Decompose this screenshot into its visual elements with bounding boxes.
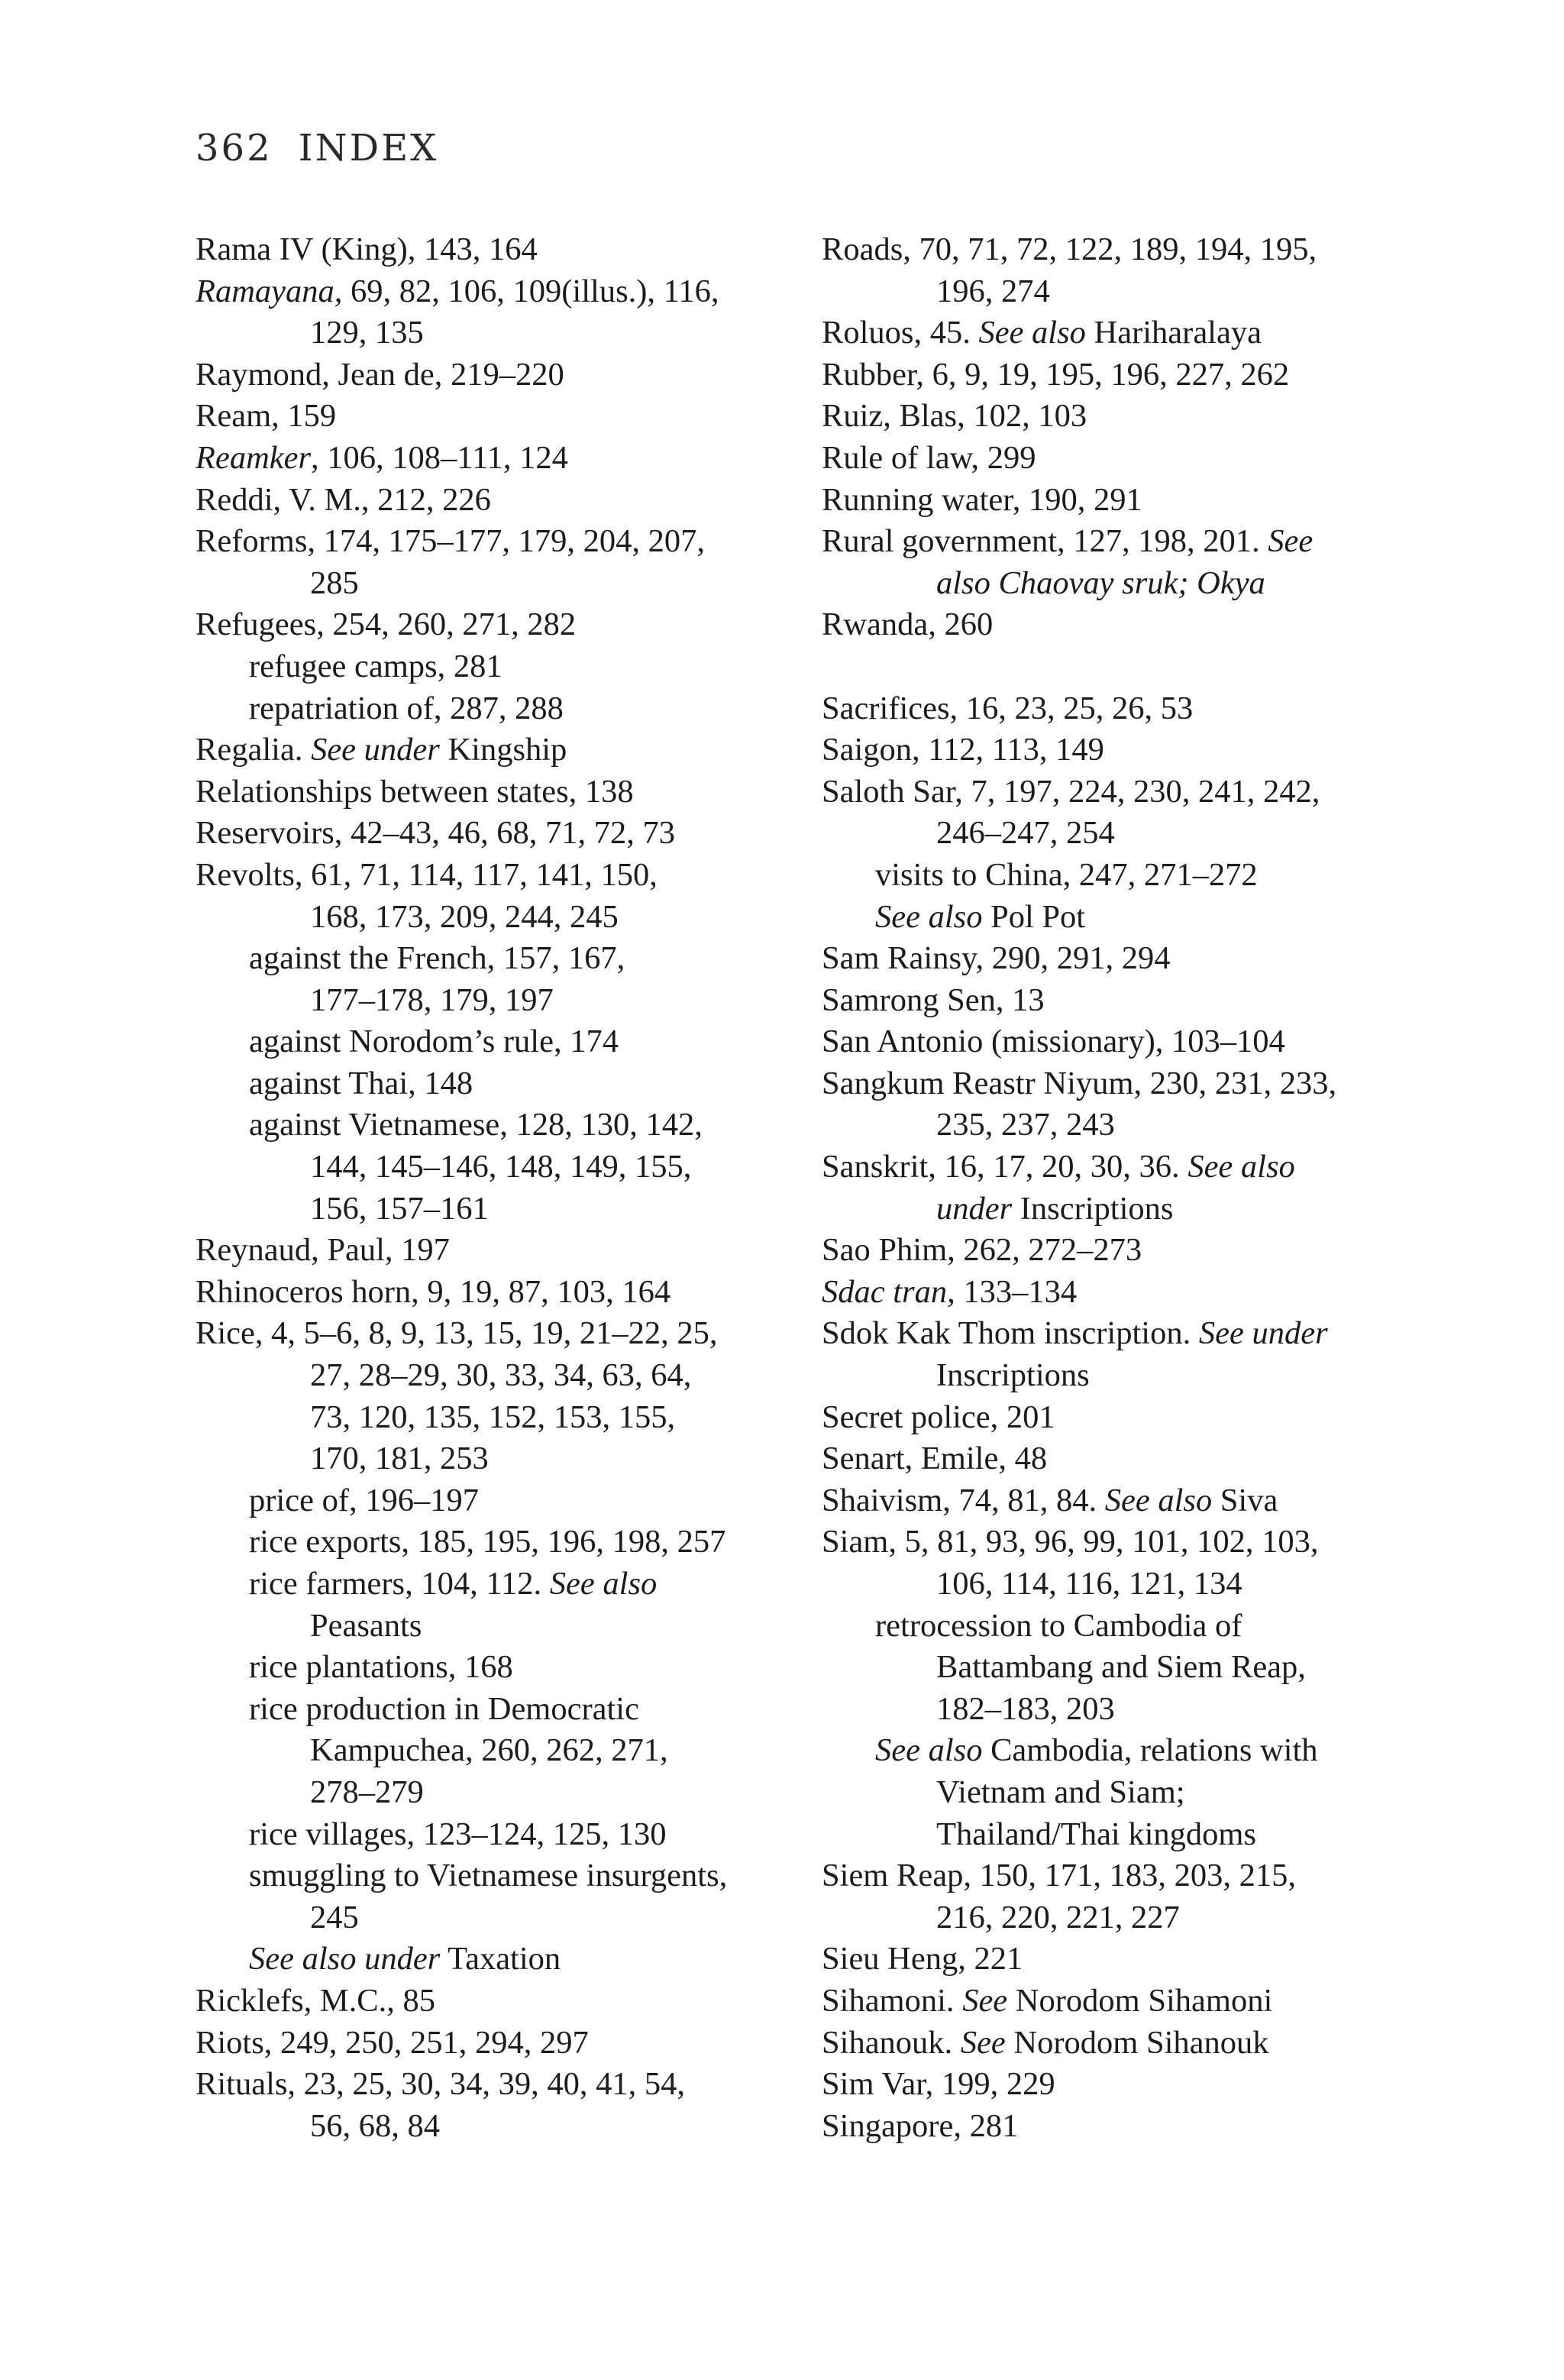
entry-text: Shaivism, 74, 81, 84. — [822, 1482, 1105, 1518]
index-entry: Siem Reap, 150, 171, 183, 203, 215, — [822, 1858, 1296, 1894]
index-entry-continuation: 196, 274 — [936, 273, 1050, 309]
entry-text: Sanskrit, 16, 17, 20, 30, 36. — [822, 1149, 1188, 1185]
entry-text: Norodom Sihanouk — [1005, 2024, 1269, 2061]
cross-reference: See also — [1188, 1149, 1295, 1185]
index-entry: Reynaud, Paul, 197 — [196, 1232, 450, 1269]
index-subentry: visits to China, 247, 271–272 — [875, 856, 1258, 893]
index-entry: Siam, 5, 81, 93, 96, 99, 101, 102, 103, — [822, 1524, 1319, 1560]
section-title: INDEX — [298, 127, 439, 170]
index-entry: Rubber, 6, 9, 19, 195, 196, 227, 262 — [822, 356, 1290, 393]
index-entry-continuation: Peasants — [310, 1607, 422, 1644]
italic-term: Ramayana, — [196, 273, 343, 309]
index-entry: Ruiz, Blas, 102, 103 — [822, 398, 1087, 435]
cross-reference: See under — [1198, 1315, 1328, 1352]
index-entry — [196, 271, 806, 313]
index-entry: Sacrifices, 16, 23, 25, 26, 53 — [822, 690, 1194, 726]
cross-reference: under — [936, 1190, 1013, 1227]
cross-reference: See — [960, 2024, 1006, 2061]
index-subentry — [822, 897, 1448, 939]
index-subentry: rice production in Democratic — [249, 1690, 639, 1727]
index-subentry — [822, 1730, 1448, 1772]
index-entry-continuation: 177–178, 179, 197 — [310, 981, 554, 1018]
cross-reference: See also — [875, 1732, 983, 1769]
entry-text: Norodom Sihamoni — [1007, 1982, 1273, 2019]
index-entry — [822, 521, 1448, 563]
index-entry — [822, 1981, 1448, 2023]
index-entry: Raymond, Jean de, 219–220 — [196, 356, 564, 393]
letter-group-gap — [822, 646, 1448, 688]
index-entry-continuation: 170, 181, 253 — [310, 1441, 489, 1477]
index-entry: Revolts, 61, 71, 114, 117, 141, 150, — [196, 856, 658, 893]
entry-text: Sdok Kak Thom inscription. — [822, 1315, 1199, 1352]
index-entry: Ream, 159 — [196, 398, 337, 435]
entry-text: Sihamoni. — [822, 1982, 963, 2019]
index-entry: Rule of law, 299 — [822, 439, 1036, 476]
index-subentry: against Norodom’s rule, 174 — [249, 1023, 619, 1060]
index-entry: Rice, 4, 5–6, 8, 9, 13, 15, 19, 21–22, 25, — [196, 1315, 718, 1352]
cross-reference: See also — [549, 1566, 658, 1602]
index-entry — [196, 729, 806, 771]
index-entry — [822, 1480, 1448, 1522]
index-subentry: against Thai, 148 — [249, 1065, 473, 1101]
index-entry — [822, 1313, 1448, 1355]
index-entry-continuation: Thailand/Thai kingdoms — [936, 1816, 1257, 1852]
index-entry-continuation: 144, 145–146, 148, 149, 155, — [310, 1149, 692, 1185]
index-entry-continuation — [822, 563, 1448, 605]
index-entry: Sao Phim, 262, 272–273 — [822, 1232, 1142, 1269]
index-entry: Ricklefs, M.C., 85 — [196, 1982, 436, 2019]
index-entry: Saloth Sar, 7, 197, 224, 230, 241, 242, — [822, 773, 1320, 810]
entry-text: rice farmers, 104, 112. — [249, 1566, 550, 1602]
index-entry-continuation: 216, 220, 221, 227 — [936, 1899, 1180, 1935]
cross-reference: also Chaovay sruk; Okya — [936, 564, 1265, 601]
index-column-left — [196, 229, 806, 2147]
index-entry: Saigon, 112, 113, 149 — [822, 732, 1104, 768]
index-entry: Relationships between states, 138 — [196, 773, 634, 810]
index-subentry: refugee camps, 281 — [249, 648, 502, 684]
index-subentry: retrocession to Cambodia of — [875, 1607, 1242, 1644]
cross-reference: See also — [875, 898, 983, 935]
index-entry-continuation: 168, 173, 209, 244, 245 — [310, 898, 619, 935]
cross-reference: See also under — [249, 1941, 441, 1977]
index-entry-continuation: 56, 68, 84 — [310, 2107, 440, 2144]
index-subentry: smuggling to Vietnamese insurgents, — [249, 1858, 728, 1894]
italic-term: Reamker — [196, 439, 312, 476]
index-entry: Singapore, 281 — [822, 2107, 1019, 2144]
index-entry-continuation: 235, 237, 243 — [936, 1107, 1115, 1143]
entry-text: Cambodia, relations with — [982, 1732, 1318, 1769]
cross-reference: See also — [978, 315, 1086, 351]
entry-text: Inscriptions — [1012, 1190, 1174, 1227]
index-entry: Senart, Emile, 48 — [822, 1441, 1048, 1477]
index-entry: Roads, 70, 71, 72, 122, 189, 194, 195, — [822, 231, 1317, 267]
entry-text: Rural government, 127, 198, 201. — [822, 523, 1268, 560]
index-entry: San Antonio (missionary), 103–104 — [822, 1023, 1285, 1060]
index-entry-continuation: Kampuchea, 260, 262, 271, — [310, 1732, 668, 1769]
index-entry — [196, 438, 806, 480]
index-subentry: rice plantations, 168 — [249, 1649, 513, 1686]
index-entry — [822, 1272, 1448, 1314]
entry-text: Taxation — [440, 1941, 561, 1977]
entry-text: 133–134 — [955, 1273, 1078, 1310]
index-subentry: rice villages, 123–124, 125, 130 — [249, 1816, 667, 1852]
index-entry-continuation: 285 — [310, 564, 359, 601]
cross-reference: See — [962, 1982, 1008, 2019]
index-entry: Samrong Sen, 13 — [822, 981, 1045, 1018]
index-entry-continuation: 73, 120, 135, 152, 153, 155, — [310, 1399, 676, 1435]
index-entry: Rwanda, 260 — [822, 606, 994, 643]
index-subentry — [196, 1939, 806, 1981]
entry-text: Hariharalaya — [1085, 315, 1262, 351]
index-subentry: rice exports, 185, 195, 196, 198, 257 — [249, 1524, 726, 1560]
entry-text: Roluos, 45. — [822, 315, 979, 351]
index-entry — [822, 2023, 1448, 2065]
entry-text: Pol Pot — [982, 898, 1086, 935]
index-entry-continuation: 27, 28–29, 30, 33, 34, 63, 64, — [310, 1357, 692, 1394]
index-subentry: repatriation of, 287, 288 — [249, 690, 564, 726]
entry-text: Siva — [1212, 1482, 1278, 1518]
index-entry-continuation: 182–183, 203 — [936, 1690, 1115, 1727]
index-subentry: against the French, 157, 167, — [249, 940, 625, 977]
index-entry-continuation: Battambang and Siem Reap, — [936, 1649, 1306, 1686]
index-entry: Sam Rainsy, 290, 291, 294 — [822, 940, 1171, 977]
index-entry-continuation: 106, 114, 116, 121, 134 — [936, 1566, 1242, 1602]
entry-text: Kingship — [439, 732, 567, 768]
cross-reference: See also — [1104, 1482, 1213, 1518]
entry-text: , 106, 108–111, 124 — [311, 439, 568, 476]
index-entry-continuation: 156, 157–161 — [310, 1190, 489, 1227]
entry-text: Regalia. — [196, 732, 312, 768]
cross-reference: See under — [311, 732, 440, 768]
index-entry: Riots, 249, 250, 251, 294, 297 — [196, 2024, 589, 2061]
index-entry: Reforms, 174, 175–177, 179, 204, 207, — [196, 523, 705, 560]
entry-text: Sihanouk. — [822, 2024, 961, 2061]
cross-reference: See — [1268, 523, 1314, 560]
index-entry: Sim Var, 199, 229 — [822, 2066, 1055, 2103]
index-entry: Rituals, 23, 25, 30, 34, 39, 40, 41, 54, — [196, 2066, 686, 2103]
index-entry: Sangkum Reastr Niyum, 230, 231, 233, — [822, 1065, 1337, 1101]
index-entry: Secret police, 201 — [822, 1399, 1055, 1435]
index-entry: Reddi, V. M., 212, 226 — [196, 481, 491, 518]
index-column-right — [822, 229, 1448, 2147]
index-entry-continuation: 245 — [310, 1899, 359, 1935]
index-entry: Rhinoceros horn, 9, 19, 87, 103, 164 — [196, 1273, 671, 1310]
index-entry — [822, 312, 1448, 354]
index-entry-continuation: 129, 135 — [310, 315, 424, 351]
index-subentry: against Vietnamese, 128, 130, 142, — [249, 1107, 703, 1143]
index-entry-continuation — [822, 1188, 1448, 1230]
index-entry-continuation: Inscriptions — [936, 1357, 1090, 1394]
index-entry-continuation: 246–247, 254 — [936, 815, 1115, 852]
index-entry: Sieu Heng, 221 — [822, 1941, 1023, 1977]
index-entry — [822, 1146, 1448, 1188]
index-subentry — [196, 1563, 806, 1606]
index-entry-continuation: 278–279 — [310, 1774, 424, 1810]
running-head — [196, 127, 438, 170]
index-entry: Rama IV (King), 143, 164 — [196, 231, 538, 267]
index-entry: Running water, 190, 291 — [822, 481, 1142, 518]
index-subentry: price of, 196–197 — [249, 1482, 479, 1518]
index-entry: Reservoirs, 42–43, 46, 68, 71, 72, 73 — [196, 815, 676, 852]
italic-term: Sdac tran, — [822, 1273, 955, 1310]
index-entry-continuation: Vietnam and Siam; — [936, 1774, 1185, 1810]
entry-text: 69, 82, 106, 109(illus.), 116, — [342, 273, 719, 309]
page-number: 362 — [196, 127, 273, 170]
index-entry: Refugees, 254, 260, 271, 282 — [196, 606, 577, 643]
